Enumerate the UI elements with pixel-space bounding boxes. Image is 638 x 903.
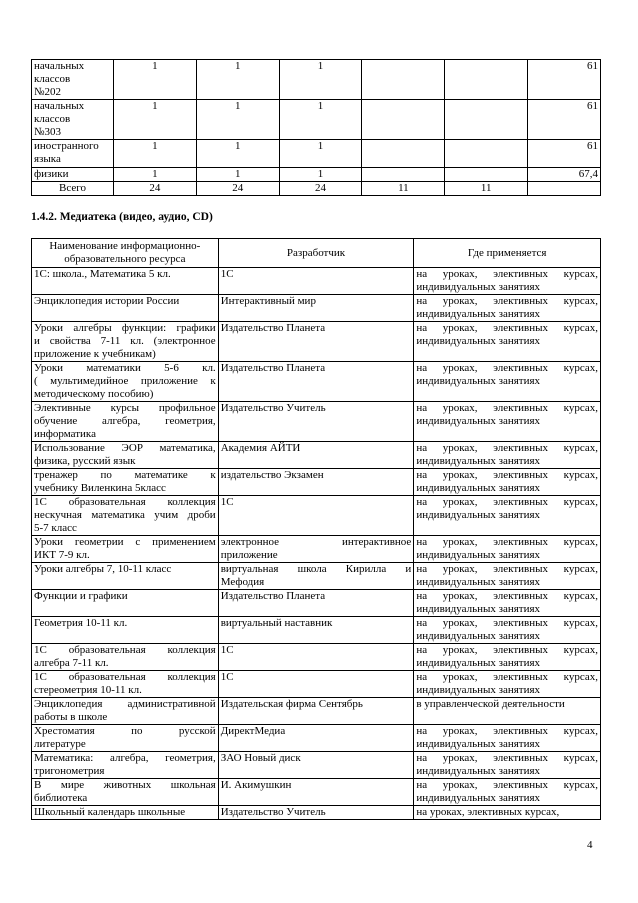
developer-cell xyxy=(218,536,414,563)
table-cell: 1 xyxy=(196,140,279,168)
developer-line: виртуальный наставник xyxy=(220,617,333,629)
table-cell xyxy=(445,140,528,168)
usage-cell xyxy=(414,644,601,671)
usage-line: на уроках, элективных курсах, xyxy=(416,362,598,374)
table-cell xyxy=(445,100,528,140)
usage-line: индивидуальных занятиях xyxy=(416,684,541,696)
resource-cell xyxy=(32,442,219,469)
row-label-line: классов xyxy=(34,113,71,125)
resource-line: Хрестоматия по русской xyxy=(34,725,216,737)
developer-line: Издательство Планета xyxy=(220,322,326,334)
total-cell xyxy=(528,182,601,196)
resource-line: 1С: школа., Математика 5 кл. xyxy=(34,268,171,280)
usage-cell xyxy=(414,698,601,725)
resource-line: нескучная математика учим дроби xyxy=(34,509,216,521)
usage-line: индивидуальных занятиях xyxy=(416,281,541,293)
developer-line: издательство Экзамен xyxy=(220,469,324,481)
developer-line: электронное интерактивное xyxy=(220,536,412,548)
resource-cell xyxy=(32,536,219,563)
usage-cell xyxy=(414,295,601,322)
developer-cell xyxy=(218,442,414,469)
table-cell: 61 xyxy=(528,100,601,140)
media-library-table xyxy=(31,238,601,820)
resource-cell xyxy=(32,698,219,725)
media-row xyxy=(32,496,601,536)
resource-line: тригонометрия xyxy=(34,765,105,777)
table-cell: 1 xyxy=(113,60,196,100)
table-row xyxy=(32,100,601,140)
usage-line: индивидуальных занятиях xyxy=(416,576,541,588)
resource-line: методическому пособию) xyxy=(34,388,154,400)
header-resource xyxy=(32,239,219,268)
resource-cell xyxy=(32,617,219,644)
resource-cell xyxy=(32,752,219,779)
table-cell: 1 xyxy=(279,140,362,168)
usage-cell xyxy=(414,806,601,820)
equipment-table xyxy=(31,59,601,196)
header-resource-line: Наименование информационно- xyxy=(49,240,201,252)
table-cell: 61 xyxy=(528,60,601,100)
resource-line: работы в школе xyxy=(34,711,108,723)
usage-cell xyxy=(414,617,601,644)
usage-cell xyxy=(414,442,601,469)
table-cell: 1 xyxy=(113,168,196,182)
developer-line: Интерактивный мир xyxy=(220,295,316,307)
developer-line: 1С xyxy=(220,644,234,656)
usage-cell xyxy=(414,590,601,617)
usage-line: на уроках, элективных курсах, xyxy=(416,295,598,307)
usage-line: на уроках, элективных курсах, xyxy=(416,752,598,764)
developer-cell xyxy=(218,295,414,322)
usage-line: индивидуальных занятиях xyxy=(416,482,541,494)
table-cell: 67,4 xyxy=(528,168,601,182)
usage-line: индивидуальных занятиях xyxy=(416,603,541,615)
resource-line: 1С образовательная коллекция xyxy=(34,496,216,508)
row-label-line: иностранного xyxy=(34,140,99,152)
media-row xyxy=(32,644,601,671)
media-row xyxy=(32,469,601,496)
developer-line: 1С xyxy=(220,268,234,280)
table-cell xyxy=(445,60,528,100)
table-cell xyxy=(362,60,445,100)
media-row xyxy=(32,536,601,563)
table-cell: 61 xyxy=(528,140,601,168)
developer-line: виртуальная школа Кирилла и xyxy=(220,563,412,575)
resource-line: Математика: алгебра, геометрия, xyxy=(34,752,216,764)
developer-cell xyxy=(218,671,414,698)
usage-line: на уроках, элективных курсах, xyxy=(416,725,598,737)
media-row xyxy=(32,402,601,442)
usage-line: индивидуальных занятиях xyxy=(416,335,541,347)
developer-line: Издательская фирма Сентябрь xyxy=(220,698,363,710)
usage-cell xyxy=(414,322,601,362)
usage-line: в управленческой деятельности xyxy=(416,698,565,710)
resource-cell xyxy=(32,268,219,295)
usage-cell xyxy=(414,779,601,806)
usage-cell xyxy=(414,752,601,779)
developer-cell xyxy=(218,563,414,590)
usage-cell xyxy=(414,671,601,698)
resource-line: 1С образовательная коллекция xyxy=(34,671,216,683)
media-row xyxy=(32,295,601,322)
resource-line: приложение к учебникам) xyxy=(34,348,156,360)
usage-line: индивидуальных занятиях xyxy=(416,765,541,777)
media-row xyxy=(32,590,601,617)
usage-line: на уроках, элективных курсах, xyxy=(416,268,598,280)
media-table-header-row xyxy=(32,239,601,268)
resource-line: Уроки алгебры 7, 10-11 класс xyxy=(34,563,172,575)
resource-line: алгебра 7-11 кл. xyxy=(34,657,109,669)
resource-line: Использование ЭОР математика, xyxy=(34,442,216,454)
usage-cell xyxy=(414,536,601,563)
developer-cell xyxy=(218,268,414,295)
total-row xyxy=(32,182,601,196)
usage-line: на уроках, элективных курсах, xyxy=(416,496,598,508)
usage-line: на уроках, элективных курсах, xyxy=(416,469,598,481)
usage-line: индивидуальных занятиях xyxy=(416,509,541,521)
page-number: 4 xyxy=(587,839,593,851)
developer-line: приложение xyxy=(220,549,278,561)
table-cell: 1 xyxy=(196,100,279,140)
developer-cell xyxy=(218,644,414,671)
developer-line: ЗАО Новый диск xyxy=(220,752,301,764)
table-row xyxy=(32,60,601,100)
resource-cell xyxy=(32,496,219,536)
resource-cell xyxy=(32,362,219,402)
media-row xyxy=(32,563,601,590)
row-label-line: №303 xyxy=(34,126,61,138)
developer-cell xyxy=(218,469,414,496)
media-row xyxy=(32,725,601,752)
resource-cell xyxy=(32,779,219,806)
usage-line: на уроках, элективных курсах, xyxy=(416,322,598,334)
developer-cell xyxy=(218,617,414,644)
resource-line: Уроки алгебры функции: графики xyxy=(34,322,216,334)
resource-line: стереометрия 10-11 кл. xyxy=(34,684,142,696)
resource-line: Элективные курсы профильное xyxy=(34,402,216,414)
developer-cell xyxy=(218,779,414,806)
developer-cell xyxy=(218,725,414,752)
resource-line: В мире животных школьная xyxy=(34,779,216,791)
developer-line: И. Акимушкин xyxy=(220,779,292,791)
table-cell: 1 xyxy=(196,60,279,100)
resource-line: ( мультимедийное приложение к xyxy=(34,375,216,387)
developer-cell xyxy=(218,496,414,536)
resource-cell xyxy=(32,402,219,442)
resource-cell xyxy=(32,469,219,496)
table-cell: 1 xyxy=(279,100,362,140)
resource-line: библиотека xyxy=(34,792,88,804)
table-cell: 1 xyxy=(113,140,196,168)
table-cell xyxy=(362,100,445,140)
resource-line: Школьный календарь школьные xyxy=(34,806,186,818)
usage-line: индивидуальных занятиях xyxy=(416,630,541,642)
developer-line: Издательство Планета xyxy=(220,590,326,602)
table-cell xyxy=(445,168,528,182)
developer-line: Издательство Учитель xyxy=(220,402,326,414)
header-resource-line: образовательного ресурса xyxy=(64,253,186,265)
resource-line: обучение алгебра, геометрия, xyxy=(34,415,216,427)
media-row xyxy=(32,268,601,295)
usage-line: индивидуальных занятиях xyxy=(416,549,541,561)
row-label-line: начальных xyxy=(34,100,85,112)
row-label-line: языка xyxy=(34,153,61,165)
resource-line: 5-7 класс xyxy=(34,522,77,534)
media-row xyxy=(32,671,601,698)
developer-line: Мефодия xyxy=(220,576,265,588)
usage-cell xyxy=(414,469,601,496)
usage-line: на уроках, элективных курсах, xyxy=(416,806,560,818)
developer-cell xyxy=(218,590,414,617)
usage-line: индивидуальных занятиях xyxy=(416,308,541,320)
resource-line: Энциклопедия истории России xyxy=(34,295,180,307)
table-cell: 1 xyxy=(279,60,362,100)
developer-line: Академия АЙТИ xyxy=(220,442,301,454)
usage-line: на уроках, элективных курсах, xyxy=(416,402,598,414)
usage-line: на уроках, элективных курсах, xyxy=(416,590,598,602)
usage-line: на уроках, элективных курсах, xyxy=(416,644,598,656)
table-cell xyxy=(362,168,445,182)
media-row xyxy=(32,617,601,644)
row-label xyxy=(32,168,114,182)
media-row xyxy=(32,362,601,402)
developer-line: 1С xyxy=(220,671,234,683)
usage-line: индивидуальных занятиях xyxy=(416,657,541,669)
row-label xyxy=(32,140,114,168)
resource-cell xyxy=(32,295,219,322)
usage-line: на уроках, элективных курсах, xyxy=(416,442,598,454)
resource-cell xyxy=(32,806,219,820)
total-cell: 11 xyxy=(362,182,445,196)
usage-line: индивидуальных занятиях xyxy=(416,455,541,467)
usage-line: на уроках, элективных курсах, xyxy=(416,536,598,548)
table-cell xyxy=(362,140,445,168)
developer-cell xyxy=(218,752,414,779)
resource-cell xyxy=(32,671,219,698)
developer-cell xyxy=(218,402,414,442)
total-cell: 24 xyxy=(196,182,279,196)
header-developer: Разработчик xyxy=(218,239,414,268)
resource-line: Уроки математики 5-6 кл. xyxy=(34,362,216,374)
table-row xyxy=(32,168,601,182)
resource-line: Функции и графики xyxy=(34,590,128,602)
table-cell: 1 xyxy=(279,168,362,182)
resource-line: ИКТ 7-9 кл. xyxy=(34,549,90,561)
media-row xyxy=(32,442,601,469)
usage-cell xyxy=(414,362,601,402)
media-row xyxy=(32,779,601,806)
resource-cell xyxy=(32,725,219,752)
usage-cell xyxy=(414,563,601,590)
resource-line: Геометрия 10-11 кл. xyxy=(34,617,128,629)
media-row xyxy=(32,698,601,725)
section-heading: 1.4.2. Медиатека (видео, аудио, CD) xyxy=(31,211,213,223)
resource-cell xyxy=(32,644,219,671)
resource-cell xyxy=(32,563,219,590)
resource-line: учебнику Виленкина 5класс xyxy=(34,482,166,494)
resource-line: Энциклопедия административной xyxy=(34,698,216,710)
resource-line: Уроки геометрии с применением xyxy=(34,536,216,548)
resource-line: физика, русский язык xyxy=(34,455,136,467)
developer-cell xyxy=(218,698,414,725)
resource-line: информатика xyxy=(34,428,96,440)
total-cell: 24 xyxy=(279,182,362,196)
total-cell: 24 xyxy=(113,182,196,196)
usage-line: индивидуальных занятиях xyxy=(416,415,541,427)
usage-line: на уроках, элективных курсах, xyxy=(416,779,598,791)
usage-line: на уроках, элективных курсах, xyxy=(416,563,598,575)
table-cell: 1 xyxy=(113,100,196,140)
developer-cell xyxy=(218,806,414,820)
table-cell: 1 xyxy=(196,168,279,182)
row-label-line: №202 xyxy=(34,86,61,98)
table-row xyxy=(32,140,601,168)
developer-line: Издательство Учитель xyxy=(220,806,326,818)
total-label: Всего xyxy=(32,182,114,196)
usage-line: на уроках, элективных курсах, xyxy=(416,617,598,629)
media-row xyxy=(32,806,601,820)
row-label xyxy=(32,100,114,140)
usage-line: на уроках, элективных курсах, xyxy=(416,671,598,683)
usage-cell xyxy=(414,268,601,295)
media-row xyxy=(32,322,601,362)
resource-line: тренажер по математике к xyxy=(34,469,216,481)
usage-cell xyxy=(414,402,601,442)
total-cell: 11 xyxy=(445,182,528,196)
developer-line: 1С xyxy=(220,496,234,508)
developer-cell xyxy=(218,362,414,402)
usage-cell xyxy=(414,725,601,752)
resource-line: литературе xyxy=(34,738,86,750)
header-usage: Где применяется xyxy=(414,239,601,268)
developer-cell xyxy=(218,322,414,362)
resource-line: 1С образовательная коллекция xyxy=(34,644,216,656)
usage-line: индивидуальных занятиях xyxy=(416,738,541,750)
usage-cell xyxy=(414,496,601,536)
usage-line: индивидуальных занятиях xyxy=(416,792,541,804)
developer-line: ДиректМедиа xyxy=(220,725,286,737)
row-label-line: физики xyxy=(34,168,69,180)
resource-line: и свойства 7-11 кл. (электронное xyxy=(34,335,216,347)
usage-line: индивидуальных занятиях xyxy=(416,375,541,387)
developer-line: Издательство Планета xyxy=(220,362,326,374)
resource-cell xyxy=(32,590,219,617)
media-row xyxy=(32,752,601,779)
row-label xyxy=(32,60,114,100)
row-label-line: начальных xyxy=(34,60,85,72)
resource-cell xyxy=(32,322,219,362)
row-label-line: классов xyxy=(34,73,71,85)
